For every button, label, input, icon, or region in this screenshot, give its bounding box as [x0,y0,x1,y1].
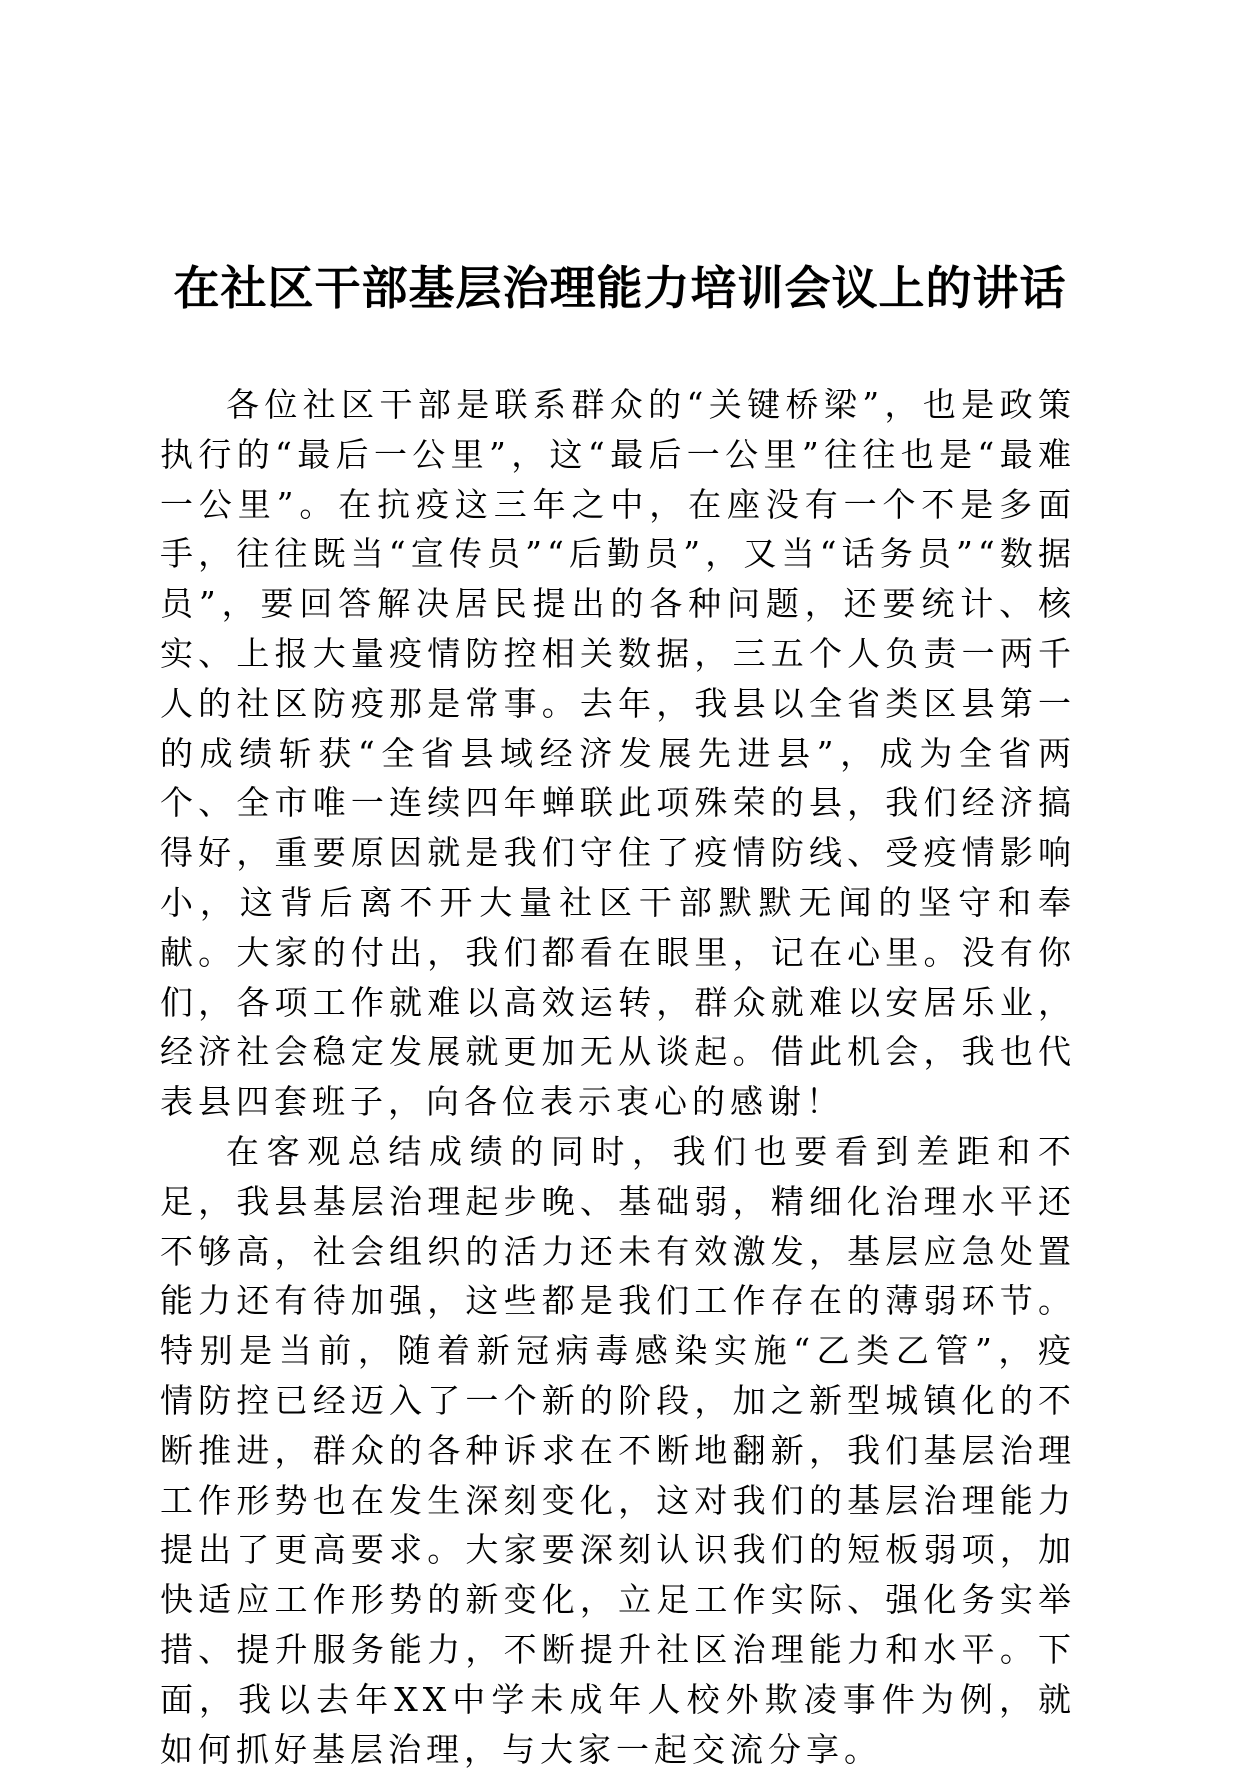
paragraph-1: 各位社区干部是联系群众的“关键桥梁”，也是政策执行的“最后一公里”，这“最后一公里”往往也是“最难一公里”。在抗疫这三年之中，在座没有一个不是多面手，往往既当“宣传员”“后勤员”，又当“话务员”“数据员”，要回答解决居民提出的各种问题，还要统计、核实、上报大量疫情防控相关数据，三五个人负责一两千人的社区防疫那是常事。去年，我县以全省类区县第一的成绩斩获“全省县域经济发展先进县”，成为全省两个、全市唯一连续四年蝉联此项殊荣的县，我们经济搞得好，重要原因就是我们守住了疫情防线、受疫情影响小，这背后离不开大量社区干部默默无闻的坚守和奉献。大家的付出，我们都看在眼里，记在心里。没有你们，各项工作就难以高效运转，群众就难以安居乐业，经济社会稳定发展就更加无从谈起。借此机会，我也代表县四套班子，向各位表示衷心的感谢！ [160,385,1076,1122]
document-body [160,380,1076,1774]
document-title: 在社区干部基层治理能力培训会议上的讲话 [173,261,1067,315]
paragraph-2: 在客观总结成绩的同时，我们也要看到差距和不足，我县基层治理起步晚、基础弱，精细化治理水平还不够高，社会组织的活力还未有效激发，基层应急处置能力还有待加强，这些都是我们工作存在的薄弱环节。特别是当前，随着新冠病毒感染实施“乙类乙管”，疫情防控已经迈入了一个新的阶段，加之新型城镇化的不断推进，群众的各种诉求在不断地翻新，我们基层治理工作形势也在发生深刻变化，这对我们的基层治理能力提出了更高要求。大家要深刻认识我们的短板弱项，加快适应工作形势的新变化，立足工作实际、强化务实举措、提升服务能力，不断提升社区治理能力和水平。下面，我以去年XX中学未成年人校外欺凌事件为例，就如何抓好基层治理，与大家一起交流分享。 [160,1131,1076,1769]
